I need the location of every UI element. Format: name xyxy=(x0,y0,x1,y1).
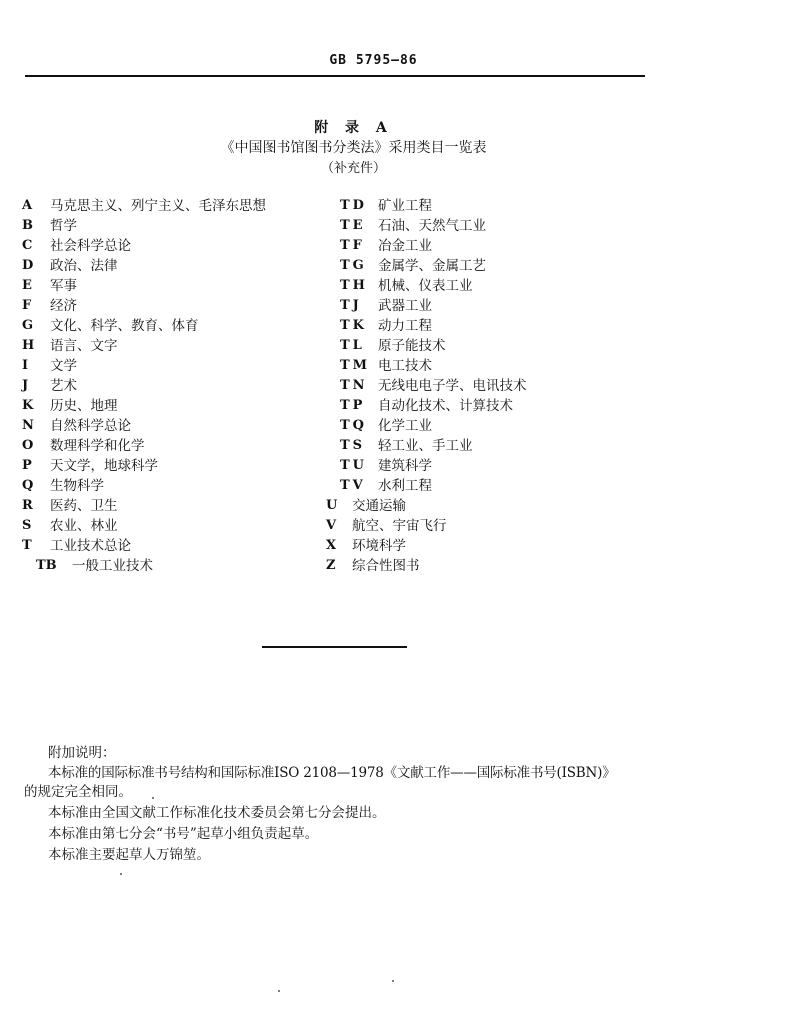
category-name: 冶金工业 xyxy=(378,238,432,254)
category-code: A xyxy=(22,198,33,213)
category-name: 哲学 xyxy=(50,218,77,234)
category-name: 动力工程 xyxy=(378,318,432,334)
category-code: TQ xyxy=(340,418,367,433)
category-code: TE xyxy=(340,218,366,233)
scan-speck xyxy=(152,797,154,799)
category-code: Z xyxy=(326,558,336,573)
category-code: TD xyxy=(340,198,367,213)
category-name: 语言、文字 xyxy=(50,338,118,354)
category-code: O xyxy=(22,438,34,453)
note-paragraph-1-line-1: 本标准的国际标准书号结构和国际标准ISO 2108—1978《文献工作——国际标准书号(ISBN)》 xyxy=(48,765,616,781)
category-code: TF xyxy=(340,238,365,253)
category-code: P xyxy=(22,458,32,473)
category-code: TG xyxy=(340,258,367,273)
category-name: 石油、天然气工业 xyxy=(378,218,486,234)
category-name: 机械、仪表工业 xyxy=(378,278,473,294)
category-name: 政治、法律 xyxy=(50,258,118,274)
category-code: I xyxy=(22,358,29,373)
category-code: K xyxy=(22,398,34,413)
category-code: TV xyxy=(340,478,366,493)
category-code: TS xyxy=(340,438,366,453)
category-code: B xyxy=(22,218,33,233)
category-code: D xyxy=(22,258,34,273)
appendix-title: 附 录 A xyxy=(314,120,393,136)
note-paragraph-4: 本标准主要起草人万锦堃。 xyxy=(48,847,210,863)
category-code: C xyxy=(22,238,33,253)
category-name: 环境科学 xyxy=(352,538,406,554)
category-name: 马克思主义、列宁主义、毛泽东思想 xyxy=(50,198,266,214)
category-name: 农业、林业 xyxy=(50,518,118,534)
scan-speck xyxy=(392,980,394,982)
category-code: TM xyxy=(340,358,371,373)
category-name: 交通运输 xyxy=(352,498,406,514)
category-name: 艺术 xyxy=(50,378,77,394)
category-name: 生物科学 xyxy=(50,478,104,494)
category-name: 矿业工程 xyxy=(378,198,432,214)
section-divider xyxy=(262,646,407,648)
category-name: 原子能技术 xyxy=(378,338,446,354)
category-code: TP xyxy=(340,398,366,413)
category-code: V xyxy=(326,518,337,533)
category-name: 历史、地理 xyxy=(50,398,118,414)
category-name: 自然科学总论 xyxy=(50,418,131,434)
appendix-subtitle: 《中国图书馆图书分类法》采用类目一览表 xyxy=(220,140,487,156)
category-code: X xyxy=(326,538,337,553)
category-code: S xyxy=(22,518,32,533)
scan-speck xyxy=(120,873,122,875)
category-code: TU xyxy=(340,458,368,473)
category-name: 综合性图书 xyxy=(352,558,420,574)
category-code: R xyxy=(22,498,33,513)
note-paragraph-1-line-2: 的规定完全相同。 xyxy=(24,784,132,800)
category-code: N xyxy=(22,418,34,433)
category-name: 社会科学总论 xyxy=(50,238,131,254)
category-name: 数理科学和化学 xyxy=(50,438,145,454)
category-code: H xyxy=(22,338,35,353)
note-paragraph-2: 本标准由全国文献工作标准化技术委员会第七分会提出。 xyxy=(48,805,386,821)
appendix-note: （补充件） xyxy=(320,161,386,176)
category-name: 军事 xyxy=(50,278,77,294)
scan-speck xyxy=(278,990,280,992)
category-name: 无线电电子学、电讯技术 xyxy=(378,378,527,394)
category-code: TK xyxy=(340,318,367,333)
category-name: 建筑科学 xyxy=(378,458,432,474)
category-code: F xyxy=(22,298,32,313)
category-code: Q xyxy=(22,478,34,493)
category-code: TH xyxy=(340,278,368,293)
category-code: TN xyxy=(340,378,368,393)
category-name: 武器工业 xyxy=(378,298,432,314)
category-code: U xyxy=(326,498,338,513)
category-name: 经济 xyxy=(50,298,77,314)
header-rule xyxy=(25,75,645,77)
category-name: 水利工程 xyxy=(378,478,432,494)
category-code: J xyxy=(22,378,29,393)
category-name: 文学 xyxy=(50,358,77,374)
category-code: TJ xyxy=(340,298,362,313)
category-name: 一般工业技术 xyxy=(72,558,153,574)
category-name: 自动化技术、计算技术 xyxy=(378,398,513,414)
category-name: 文化、科学、教育、体育 xyxy=(50,318,199,334)
category-name: 医药、卫生 xyxy=(50,498,118,514)
category-name: 航空、宇宙飞行 xyxy=(352,518,447,534)
category-name: 轻工业、手工业 xyxy=(378,438,473,454)
category-code: E xyxy=(22,278,32,293)
category-name: 天文学，地球科学 xyxy=(50,458,158,474)
category-code: G xyxy=(22,318,34,333)
category-name: 工业技术总论 xyxy=(50,538,131,554)
category-name: 化学工业 xyxy=(378,418,432,434)
document-code: GB 5795—86 xyxy=(329,53,418,68)
category-code: TL xyxy=(340,338,365,353)
category-name: 电工技术 xyxy=(378,358,432,374)
category-code: T xyxy=(22,538,32,553)
notes-heading: 附加说明： xyxy=(48,745,116,761)
note-paragraph-3: 本标准由第七分会“书号”起草小组负责起草。 xyxy=(48,826,319,842)
category-code: TB xyxy=(36,558,57,573)
category-name: 金属学、金属工艺 xyxy=(378,258,486,274)
